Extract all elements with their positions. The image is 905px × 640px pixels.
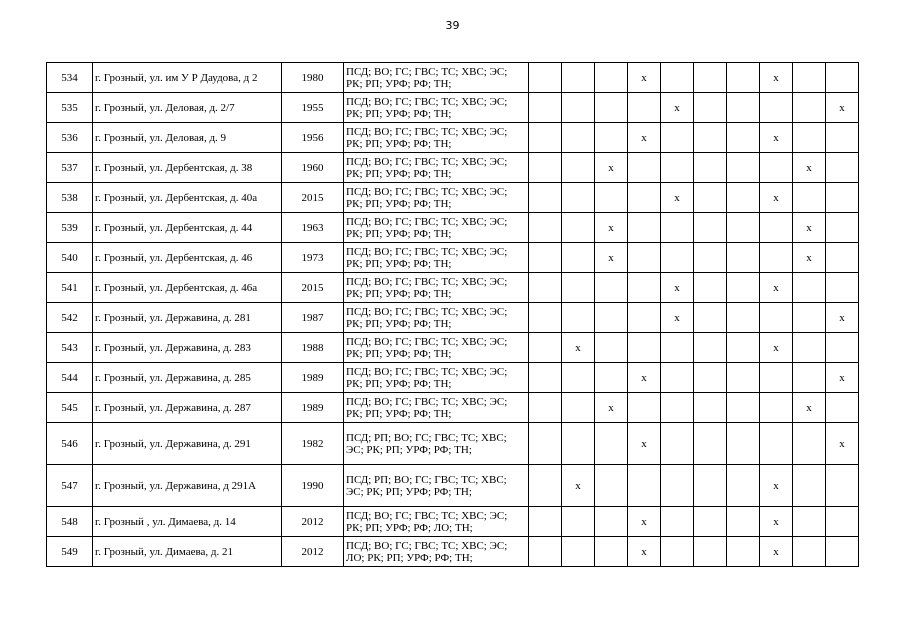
mark-cell bbox=[529, 243, 562, 273]
year-cell: 1990 bbox=[282, 465, 344, 507]
mark-cell bbox=[760, 93, 793, 123]
year-cell: 1956 bbox=[282, 123, 344, 153]
mark-cell bbox=[628, 333, 661, 363]
row-number: 539 bbox=[47, 213, 93, 243]
mark-cell bbox=[727, 507, 760, 537]
mark-cell bbox=[826, 183, 859, 213]
mark-cell bbox=[760, 213, 793, 243]
row-number: 535 bbox=[47, 93, 93, 123]
address-cell: г. Грозный, ул. Деловая, д. 9 bbox=[93, 123, 282, 153]
services-cell: ПСД; ВО; ГС; ГВС; ТС; ХВС; ЭС; РК; РП; УРФ; РФ; ТН; bbox=[344, 183, 529, 213]
mark-cell bbox=[595, 333, 628, 363]
mark-cell bbox=[727, 213, 760, 243]
mark-cell bbox=[727, 153, 760, 183]
mark-cell bbox=[694, 393, 727, 423]
mark-cell: x bbox=[595, 153, 628, 183]
mark-cell bbox=[826, 333, 859, 363]
mark-cell bbox=[694, 303, 727, 333]
mark-cell: x bbox=[562, 333, 595, 363]
mark-cell bbox=[826, 213, 859, 243]
mark-cell bbox=[562, 273, 595, 303]
mark-cell bbox=[727, 423, 760, 465]
mark-cell bbox=[661, 123, 694, 153]
table-row bbox=[47, 363, 859, 393]
year-cell: 1955 bbox=[282, 93, 344, 123]
mark-cell bbox=[694, 465, 727, 507]
mark-cell bbox=[727, 465, 760, 507]
mark-cell bbox=[727, 333, 760, 363]
address-cell: г. Грозный, ул. Державина, д 291А bbox=[93, 465, 282, 507]
services-cell: ПСД; ВО; ГС; ГВС; ТС; ХВС; ЭС; РК; РП; УРФ; РФ; ТН; bbox=[344, 153, 529, 183]
mark-cell: x bbox=[760, 273, 793, 303]
row-number: 549 bbox=[47, 537, 93, 567]
mark-cell bbox=[562, 213, 595, 243]
mark-cell: x bbox=[661, 183, 694, 213]
mark-cell: x bbox=[793, 393, 826, 423]
row-number: 536 bbox=[47, 123, 93, 153]
year-cell: 1989 bbox=[282, 363, 344, 393]
page-number: 39 bbox=[445, 19, 460, 32]
address-cell: г. Грозный, ул. Державина, д. 283 bbox=[93, 333, 282, 363]
mark-cell bbox=[694, 213, 727, 243]
mark-cell bbox=[694, 123, 727, 153]
mark-cell bbox=[595, 93, 628, 123]
year-cell: 2015 bbox=[282, 273, 344, 303]
mark-cell bbox=[727, 123, 760, 153]
mark-cell bbox=[727, 303, 760, 333]
mark-cell bbox=[529, 363, 562, 393]
table-row bbox=[47, 123, 859, 153]
mark-cell: x bbox=[595, 213, 628, 243]
year-cell: 1960 bbox=[282, 153, 344, 183]
mark-cell bbox=[793, 333, 826, 363]
mark-cell bbox=[595, 183, 628, 213]
mark-cell: x bbox=[760, 507, 793, 537]
mark-cell bbox=[628, 153, 661, 183]
services-cell: ПСД; РП; ВО; ГС; ГВС; ТС; ХВС; ЭС; РК; РП; УРФ; РФ; ТН; bbox=[344, 423, 529, 465]
mark-cell bbox=[694, 507, 727, 537]
services-cell: ПСД; ВО; ГС; ГВС; ТС; ХВС; ЭС; ЛО; РК; РП; УРФ; РФ; ТН; bbox=[344, 537, 529, 567]
mark-cell bbox=[694, 333, 727, 363]
mark-cell bbox=[694, 363, 727, 393]
mark-cell bbox=[562, 423, 595, 465]
mark-cell bbox=[562, 153, 595, 183]
mark-cell bbox=[727, 537, 760, 567]
mark-cell bbox=[595, 507, 628, 537]
mark-cell: x bbox=[793, 153, 826, 183]
mark-cell bbox=[595, 123, 628, 153]
mark-cell bbox=[760, 243, 793, 273]
mark-cell bbox=[727, 363, 760, 393]
mark-cell bbox=[793, 303, 826, 333]
address-cell: г. Грозный, ул. Деловая, д. 2/7 bbox=[93, 93, 282, 123]
mark-cell bbox=[562, 93, 595, 123]
mark-cell bbox=[793, 93, 826, 123]
mark-cell: x bbox=[628, 123, 661, 153]
table-row bbox=[47, 63, 859, 93]
mark-cell: x bbox=[628, 423, 661, 465]
row-number: 543 bbox=[47, 333, 93, 363]
mark-cell bbox=[628, 243, 661, 273]
mark-cell bbox=[562, 363, 595, 393]
address-cell: г. Грозный, ул. Дербентская, д. 46а bbox=[93, 273, 282, 303]
table-row bbox=[47, 303, 859, 333]
table-row bbox=[47, 465, 859, 507]
mark-cell bbox=[694, 243, 727, 273]
mark-cell bbox=[529, 183, 562, 213]
mark-cell bbox=[529, 273, 562, 303]
year-cell: 1989 bbox=[282, 393, 344, 423]
year-cell: 1982 bbox=[282, 423, 344, 465]
mark-cell: x bbox=[793, 213, 826, 243]
year-cell: 2015 bbox=[282, 183, 344, 213]
services-cell: ПСД; ВО; ГС; ГВС; ТС; ХВС; ЭС; РК; РП; УРФ; РФ; ТН; bbox=[344, 333, 529, 363]
year-cell: 1987 bbox=[282, 303, 344, 333]
mark-cell bbox=[562, 243, 595, 273]
mark-cell bbox=[727, 63, 760, 93]
table-row bbox=[47, 153, 859, 183]
year-cell: 1988 bbox=[282, 333, 344, 363]
mark-cell: x bbox=[628, 63, 661, 93]
table-row bbox=[47, 213, 859, 243]
mark-cell: x bbox=[628, 537, 661, 567]
year-cell: 1963 bbox=[282, 213, 344, 243]
mark-cell: x bbox=[760, 63, 793, 93]
table-row bbox=[47, 93, 859, 123]
mark-cell bbox=[562, 303, 595, 333]
mark-cell bbox=[595, 423, 628, 465]
mark-cell: x bbox=[562, 465, 595, 507]
mark-cell bbox=[529, 123, 562, 153]
mark-cell: x bbox=[793, 243, 826, 273]
mark-cell: x bbox=[628, 507, 661, 537]
services-cell: ПСД; ВО; ГС; ГВС; ТС; ХВС; ЭС; РК; РП; УРФ; РФ; ТН; bbox=[344, 93, 529, 123]
mark-cell bbox=[595, 273, 628, 303]
mark-cell bbox=[694, 63, 727, 93]
table-row bbox=[47, 423, 859, 465]
mark-cell bbox=[760, 303, 793, 333]
mark-cell: x bbox=[826, 363, 859, 393]
mark-cell: x bbox=[661, 273, 694, 303]
services-cell: ПСД; ВО; ГС; ГВС; ТС; ХВС; ЭС; РК; РП; УРФ; РФ; ТН; bbox=[344, 63, 529, 93]
services-cell: ПСД; ВО; ГС; ГВС; ТС; ХВС; ЭС; РК; РП; УРФ; РФ; ТН; bbox=[344, 243, 529, 273]
mark-cell bbox=[562, 537, 595, 567]
row-number: 542 bbox=[47, 303, 93, 333]
mark-cell bbox=[661, 393, 694, 423]
mark-cell bbox=[727, 93, 760, 123]
address-cell: г. Грозный, ул. Державина, д. 281 bbox=[93, 303, 282, 333]
mark-cell bbox=[760, 153, 793, 183]
mark-cell bbox=[628, 303, 661, 333]
row-number: 545 bbox=[47, 393, 93, 423]
mark-cell bbox=[661, 465, 694, 507]
services-cell: ПСД; ВО; ГС; ГВС; ТС; ХВС; ЭС; РК; РП; УРФ; РФ; ТН; bbox=[344, 123, 529, 153]
mark-cell: x bbox=[826, 93, 859, 123]
mark-cell bbox=[661, 153, 694, 183]
mark-cell bbox=[661, 243, 694, 273]
mark-cell bbox=[595, 465, 628, 507]
mark-cell bbox=[793, 465, 826, 507]
table-row bbox=[47, 393, 859, 423]
mark-cell bbox=[826, 153, 859, 183]
table-row bbox=[47, 333, 859, 363]
mark-cell bbox=[595, 537, 628, 567]
mark-cell bbox=[562, 393, 595, 423]
table-body bbox=[47, 63, 859, 567]
mark-cell bbox=[661, 537, 694, 567]
address-cell: г. Грозный, ул. Дербентская, д. 38 bbox=[93, 153, 282, 183]
row-number: 540 bbox=[47, 243, 93, 273]
mark-cell bbox=[760, 393, 793, 423]
mark-cell bbox=[529, 465, 562, 507]
mark-cell bbox=[529, 423, 562, 465]
mark-cell bbox=[529, 507, 562, 537]
mark-cell bbox=[694, 537, 727, 567]
mark-cell bbox=[826, 123, 859, 153]
mark-cell bbox=[661, 213, 694, 243]
mark-cell: x bbox=[826, 303, 859, 333]
mark-cell bbox=[529, 63, 562, 93]
address-cell: г. Грозный, ул. Дербентская, д. 44 bbox=[93, 213, 282, 243]
mark-cell bbox=[661, 333, 694, 363]
mark-cell bbox=[562, 507, 595, 537]
mark-cell bbox=[826, 465, 859, 507]
services-cell: ПСД; ВО; ГС; ГВС; ТС; ХВС; ЭС; РК; РП; УРФ; РФ; ТН; bbox=[344, 303, 529, 333]
mark-cell bbox=[529, 93, 562, 123]
mark-cell bbox=[628, 393, 661, 423]
row-number: 546 bbox=[47, 423, 93, 465]
mark-cell: x bbox=[595, 243, 628, 273]
housing-table bbox=[46, 62, 859, 567]
mark-cell bbox=[793, 423, 826, 465]
address-cell: г. Грозный, ул. Дербентская, д. 40а bbox=[93, 183, 282, 213]
year-cell: 2012 bbox=[282, 507, 344, 537]
row-number: 544 bbox=[47, 363, 93, 393]
row-number: 547 bbox=[47, 465, 93, 507]
mark-cell bbox=[793, 123, 826, 153]
mark-cell bbox=[793, 183, 826, 213]
mark-cell: x bbox=[595, 393, 628, 423]
mark-cell bbox=[628, 183, 661, 213]
address-cell: г. Грозный, ул. Дербентская, д. 46 bbox=[93, 243, 282, 273]
mark-cell bbox=[793, 363, 826, 393]
mark-cell bbox=[694, 273, 727, 303]
mark-cell: x bbox=[826, 423, 859, 465]
mark-cell bbox=[562, 63, 595, 93]
services-cell: ПСД; ВО; ГС; ГВС; ТС; ХВС; ЭС; РК; РП; УРФ; РФ; ТН; bbox=[344, 393, 529, 423]
mark-cell: x bbox=[760, 465, 793, 507]
mark-cell bbox=[727, 393, 760, 423]
services-cell: ПСД; ВО; ГС; ГВС; ТС; ХВС; ЭС; РК; РП; УРФ; РФ; ТН; bbox=[344, 213, 529, 243]
mark-cell: x bbox=[661, 93, 694, 123]
mark-cell bbox=[661, 363, 694, 393]
mark-cell bbox=[595, 303, 628, 333]
address-cell: г. Грозный, ул. Державина, д. 291 bbox=[93, 423, 282, 465]
mark-cell bbox=[628, 465, 661, 507]
services-cell: ПСД; РП; ВО; ГС; ГВС; ТС; ХВС; ЭС; РК; РП; УРФ; РФ; ТН; bbox=[344, 465, 529, 507]
mark-cell bbox=[760, 363, 793, 393]
mark-cell bbox=[793, 273, 826, 303]
mark-cell bbox=[826, 393, 859, 423]
mark-cell bbox=[727, 243, 760, 273]
table-row bbox=[47, 273, 859, 303]
services-cell: ПСД; ВО; ГС; ГВС; ТС; ХВС; ЭС; РК; РП; УРФ; РФ; ЛО; ТН; bbox=[344, 507, 529, 537]
mark-cell bbox=[529, 393, 562, 423]
mark-cell bbox=[661, 423, 694, 465]
services-cell: ПСД; ВО; ГС; ГВС; ТС; ХВС; ЭС; РК; РП; УРФ; РФ; ТН; bbox=[344, 363, 529, 393]
mark-cell bbox=[826, 63, 859, 93]
mark-cell bbox=[529, 537, 562, 567]
mark-cell: x bbox=[760, 333, 793, 363]
mark-cell bbox=[793, 507, 826, 537]
row-number: 541 bbox=[47, 273, 93, 303]
mark-cell bbox=[826, 243, 859, 273]
table-row bbox=[47, 537, 859, 567]
mark-cell: x bbox=[628, 363, 661, 393]
mark-cell bbox=[595, 63, 628, 93]
mark-cell bbox=[661, 507, 694, 537]
mark-cell bbox=[694, 183, 727, 213]
address-cell: г. Грозный, ул. Димаева, д. 21 bbox=[93, 537, 282, 567]
table-row bbox=[47, 507, 859, 537]
mark-cell bbox=[727, 273, 760, 303]
mark-cell bbox=[628, 273, 661, 303]
address-cell: г. Грозный, ул. им У Р Даудова, д 2 bbox=[93, 63, 282, 93]
address-cell: г. Грозный, ул. Державина, д. 287 bbox=[93, 393, 282, 423]
mark-cell bbox=[628, 213, 661, 243]
address-cell: г. Грозный, ул. Державина, д. 285 bbox=[93, 363, 282, 393]
mark-cell bbox=[793, 63, 826, 93]
mark-cell: x bbox=[760, 537, 793, 567]
row-number: 548 bbox=[47, 507, 93, 537]
table-row bbox=[47, 183, 859, 213]
mark-cell bbox=[826, 537, 859, 567]
mark-cell: x bbox=[661, 303, 694, 333]
mark-cell bbox=[628, 93, 661, 123]
mark-cell bbox=[562, 123, 595, 153]
year-cell: 1973 bbox=[282, 243, 344, 273]
address-cell: г. Грозный , ул. Димаева, д. 14 bbox=[93, 507, 282, 537]
row-number: 534 bbox=[47, 63, 93, 93]
mark-cell: x bbox=[760, 183, 793, 213]
mark-cell bbox=[826, 273, 859, 303]
mark-cell bbox=[826, 507, 859, 537]
mark-cell: x bbox=[760, 123, 793, 153]
mark-cell bbox=[694, 93, 727, 123]
mark-cell bbox=[793, 537, 826, 567]
mark-cell bbox=[529, 213, 562, 243]
mark-cell bbox=[694, 423, 727, 465]
mark-cell bbox=[595, 363, 628, 393]
row-number: 538 bbox=[47, 183, 93, 213]
year-cell: 2012 bbox=[282, 537, 344, 567]
mark-cell bbox=[661, 63, 694, 93]
mark-cell bbox=[529, 303, 562, 333]
mark-cell bbox=[529, 153, 562, 183]
mark-cell bbox=[562, 183, 595, 213]
row-number: 537 bbox=[47, 153, 93, 183]
mark-cell bbox=[727, 183, 760, 213]
mark-cell bbox=[529, 333, 562, 363]
mark-cell bbox=[760, 423, 793, 465]
services-cell: ПСД; ВО; ГС; ГВС; ТС; ХВС; ЭС; РК; РП; УРФ; РФ; ТН; bbox=[344, 273, 529, 303]
table-row bbox=[47, 243, 859, 273]
mark-cell bbox=[694, 153, 727, 183]
year-cell: 1980 bbox=[282, 63, 344, 93]
